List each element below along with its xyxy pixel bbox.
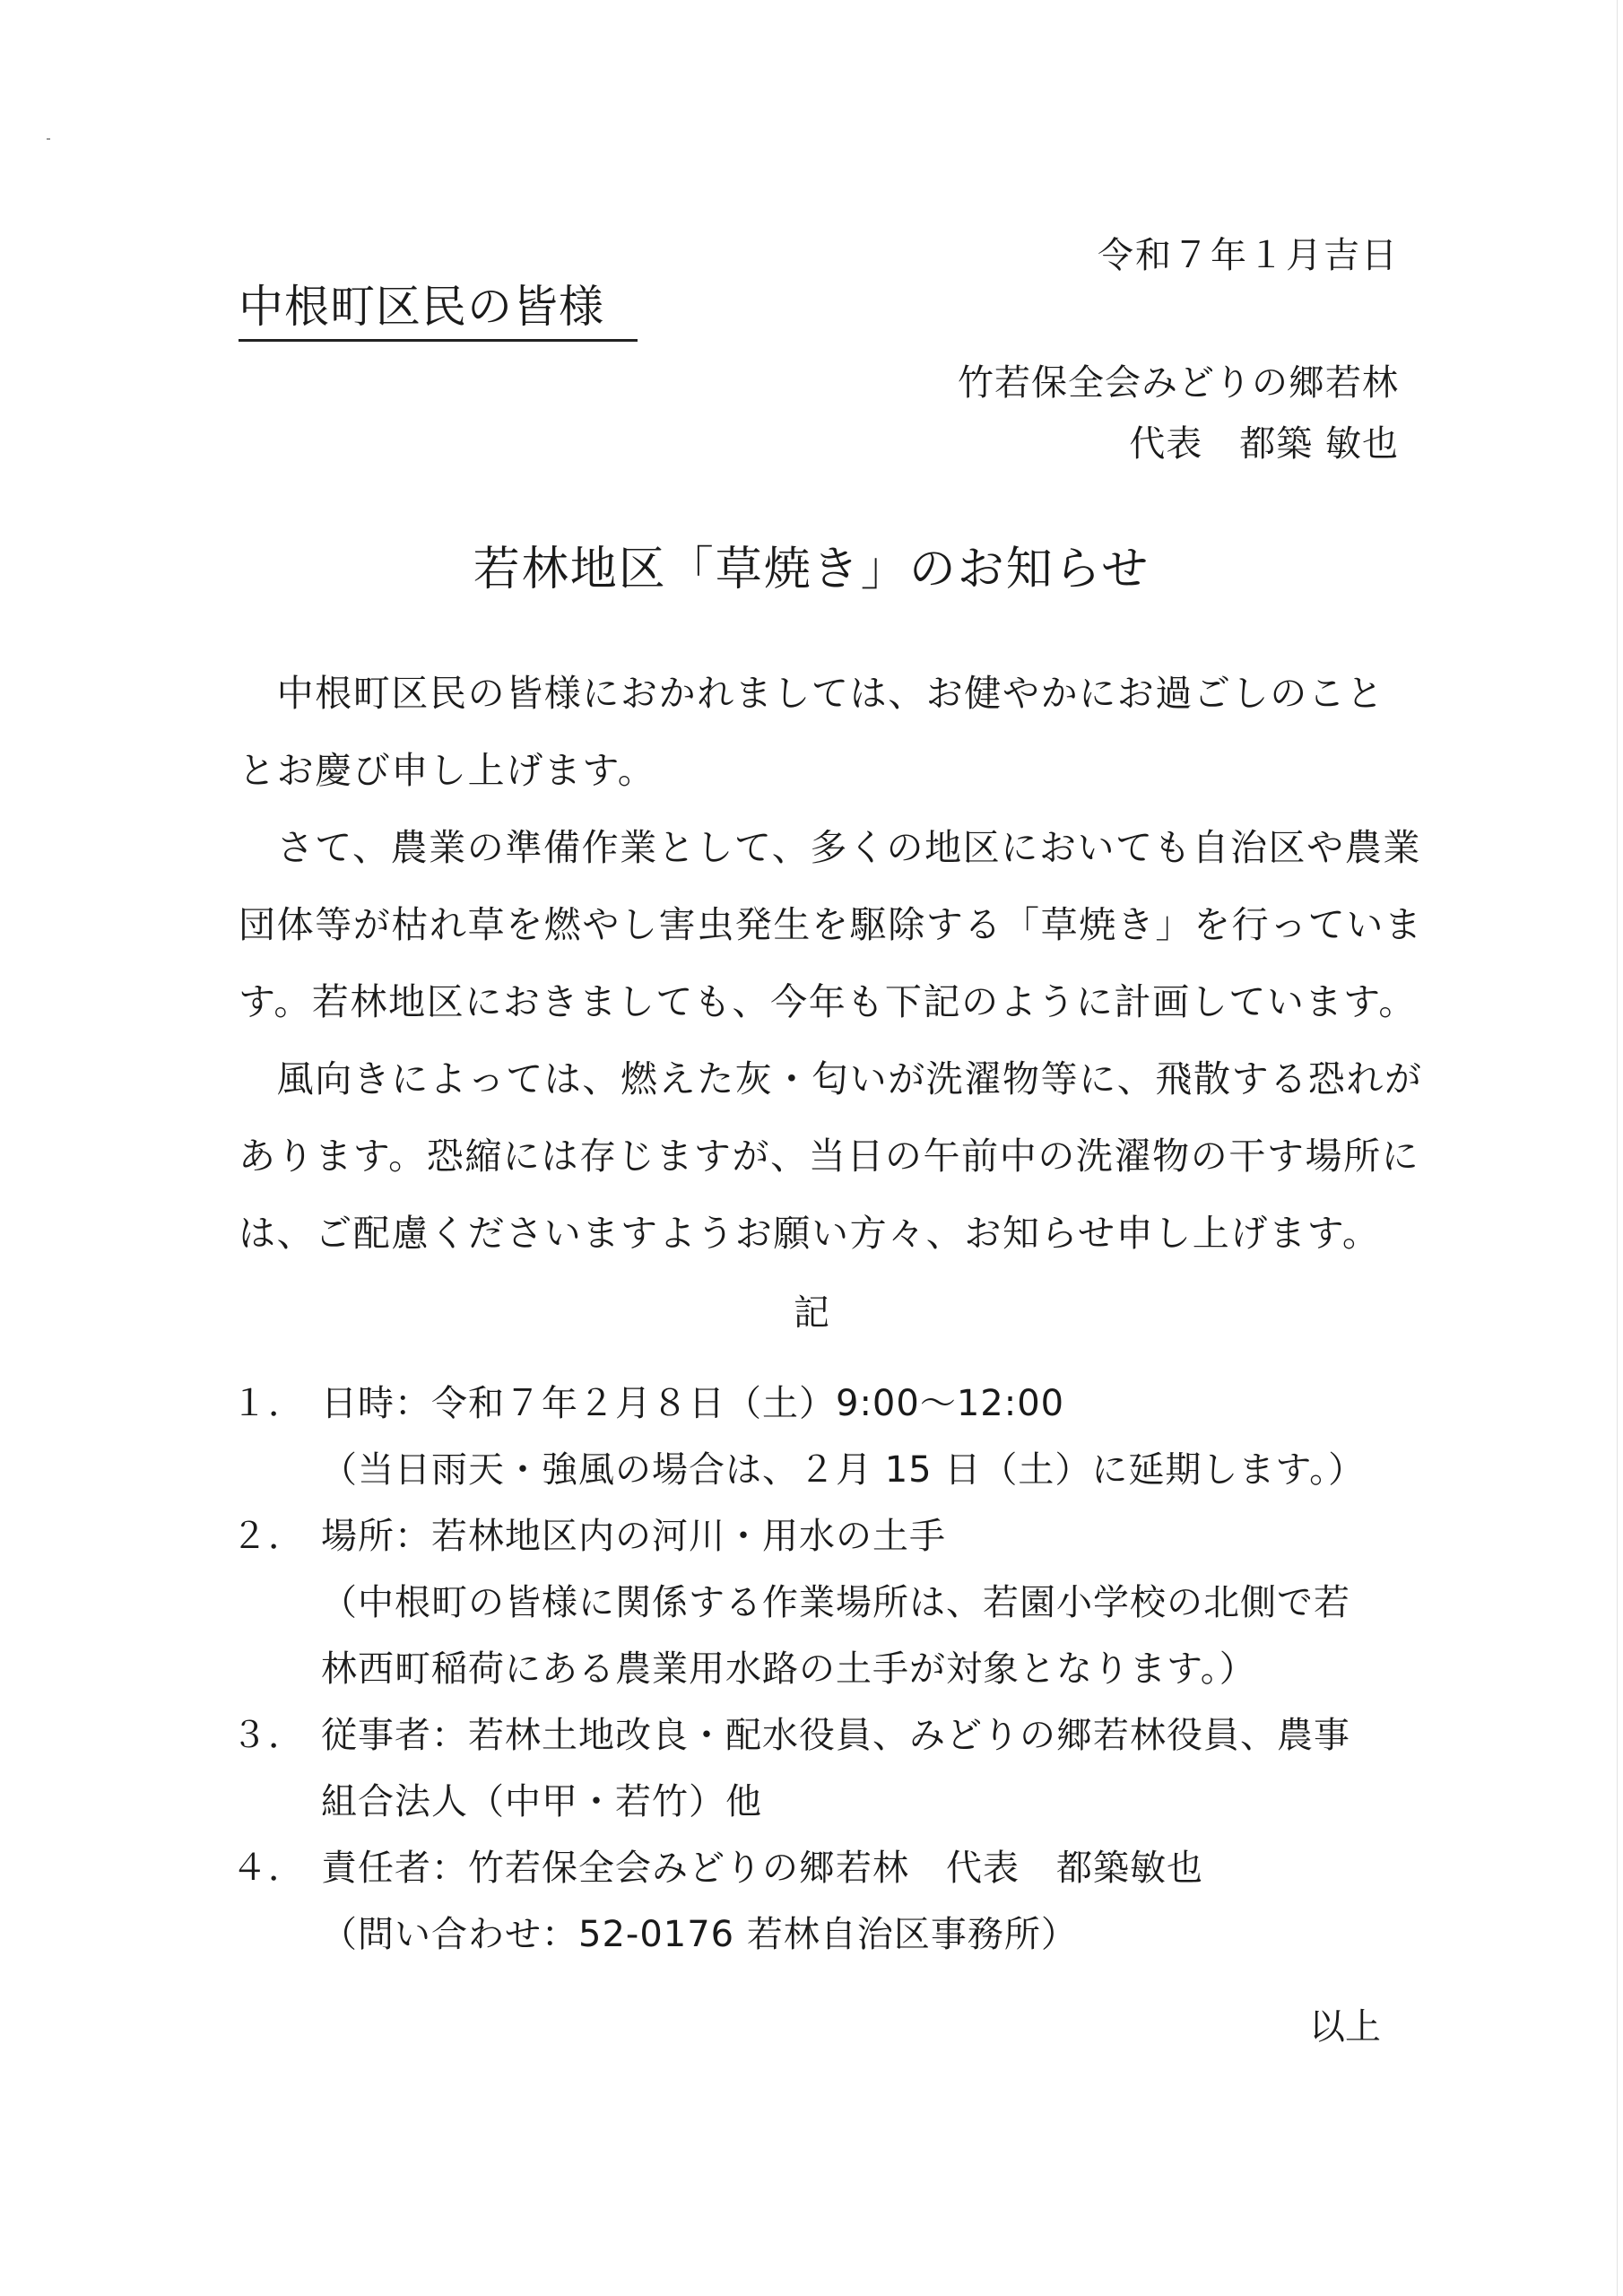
item-text: 責任者：竹若保全会みどりの郷若林 代表 都築敏也 — [321, 1848, 1203, 1889]
body-line: さて、農業の準備作業として、多くの地区においても自治区や農業 — [239, 826, 1421, 869]
ki-heading: 記 — [794, 1292, 829, 1334]
body-line: す。若林地区におきましても、今年も下記のように計画しています。 — [239, 980, 1418, 1023]
item-number: ４． — [231, 1848, 305, 1889]
notice-date: 令和７年１月吉日 — [1098, 235, 1399, 276]
scan-speck — [47, 138, 50, 140]
body-line: は、ご配慮くださいますようお願い方々、お知らせ申し上げます。 — [239, 1212, 1381, 1255]
item-note: （当日雨天・強風の場合は、２月 15 日（土）に延期します。） — [321, 1449, 1366, 1491]
organization-name: 竹若保全会みどりの郷若林 — [958, 362, 1399, 404]
item-number: １． — [231, 1383, 305, 1424]
item-text: 従事者：若林土地改良・配水役員、みどりの郷若林役員、農事 — [321, 1715, 1350, 1756]
document-title: 若林地区「草焼き」のお知らせ — [473, 543, 1150, 596]
item-text: 日時：令和７年２月８日（土）9:00～12:00 — [321, 1383, 1065, 1424]
addressee: 中根町区民の皆様 — [239, 281, 604, 333]
item-note: 林西町稲荷にある農業用水路の土手が対象となります。） — [321, 1648, 1256, 1690]
item-number: ２． — [231, 1516, 305, 1557]
item-note: 組合法人（中甲・若竹）他 — [321, 1781, 762, 1822]
body-line: 風向きによっては、燃えた灰・匂いが洗濯物等に、飛散する恐れが — [239, 1057, 1423, 1100]
representative-name: 代表 都築 敏也 — [1129, 423, 1399, 465]
item-note: （中根町の皆様に関係する作業場所は、若園小学校の北側で若 — [321, 1582, 1350, 1623]
page-edge — [1617, 0, 1618, 2296]
body-line: 団体等が枯れ草を燃やし害虫発生を駆除する「草焼き」を行っていま — [239, 903, 1423, 946]
item-number: ３． — [231, 1715, 305, 1756]
item-note: （問い合わせ：52-0176 若林自治区事務所） — [321, 1914, 1078, 1955]
addressee-underline — [239, 339, 638, 342]
body-text — [239, 655, 1423, 1272]
item-text: 場所：若林地区内の河川・用水の土手 — [321, 1516, 946, 1557]
closing-mark: 以上 — [1309, 2006, 1381, 2048]
body-line: 中根町区民の皆様におかれましては、お健やかにお過ごしのこと — [239, 672, 1384, 715]
body-line: あります。恐縮には存じますが、当日の午前中の洗濯物の干す場所に — [239, 1135, 1420, 1178]
body-line: とお慶び申し上げます。 — [239, 749, 656, 792]
